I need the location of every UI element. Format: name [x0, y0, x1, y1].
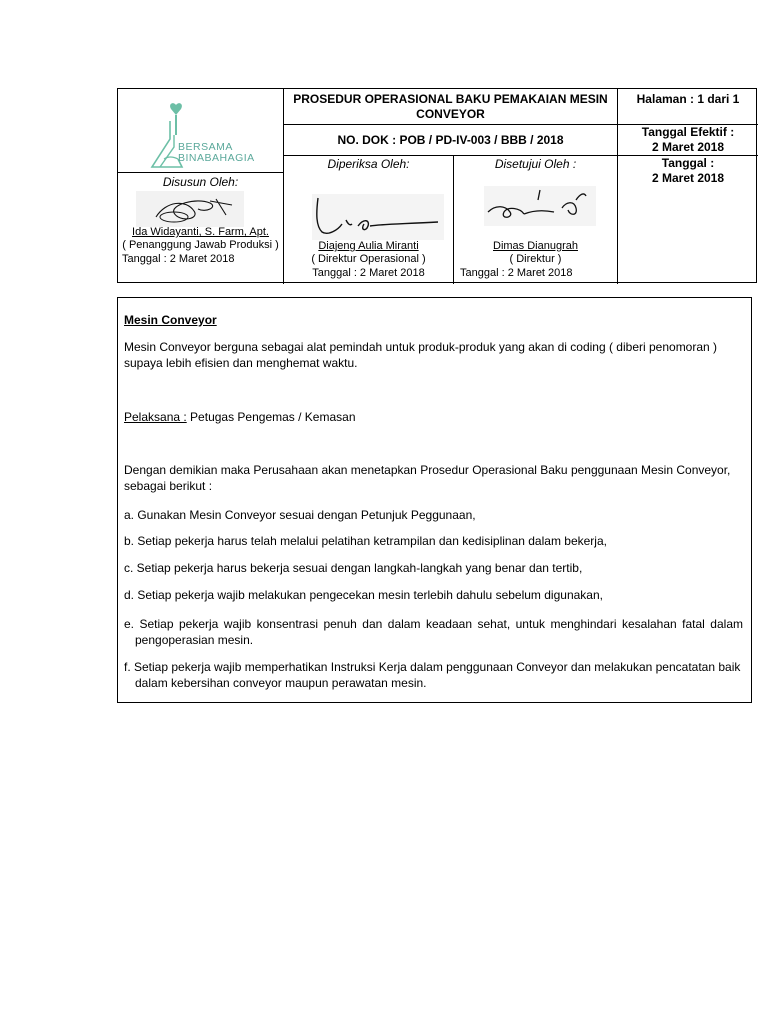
effective-date-value: 2 Maret 2018 — [651, 140, 725, 154]
approved-by-label: Disetujui Oleh : — [494, 157, 577, 171]
list-item-e: e. Setiap pekerja wajib konsentrasi penuh dan dalam keadaan sehat, untuk menghindari kesalahan fatal dalam pengoperasian mesin. — [124, 617, 743, 647]
list-item-b: b. Setiap pekerja harus telah melalui pelatihan ketrampilan dan kedisiplinan dalam bekerja, — [124, 534, 607, 548]
document-title: PROSEDUR OPERASIONAL BAKU PEMAKAIAN MESIN CONVEYOR — [284, 89, 618, 125]
pelaksana-value: Petugas Pengemas / Kemasan — [186, 410, 356, 424]
logo-cell — [118, 89, 284, 173]
section-heading: Mesin Conveyor — [124, 313, 217, 327]
list-item-a: a. Gunakan Mesin Conveyor sesuai dengan Petunjuk Peggunaan, — [124, 508, 476, 522]
prepared-by-cell — [118, 173, 284, 284]
date-value: 2 Maret 2018 — [651, 171, 725, 185]
signature-prepared — [136, 191, 244, 227]
checked-by-label: Diperiksa Oleh: — [327, 157, 410, 171]
approved-by-date: Tanggal : 2 Maret 2018 — [460, 267, 573, 279]
prepared-by-position: ( Penanggung Jawab Produksi ) — [122, 239, 279, 251]
checked-by-name: Diajeng Aulia Miranti — [318, 240, 419, 252]
approved-by-name: Dimas Dianugrah — [493, 240, 578, 252]
checked-by-position: ( Direktur Operasional ) — [311, 253, 426, 265]
effective-date-label: Tanggal Efektif : — [641, 125, 735, 139]
pelaksana-line — [124, 410, 743, 426]
date-cell — [618, 156, 758, 284]
procedure-body — [117, 297, 752, 703]
intro-paragraph: Mesin Conveyor berguna sebagai alat pemindah untuk produk-produk yang akan di coding ( diberi penomoran ) supaya lebih efisien dan menghemat waktu. — [124, 340, 718, 370]
list-item-f: f. Setiap pekerja wajib memperhatikan Instruksi Kerja dalam penggunaan Conveyor dan melakukan pencatatan baik dalam kebersihan conveyor maupun perawatan mesin. — [124, 660, 741, 690]
approved-by-position: ( Direktur ) — [509, 253, 562, 265]
prepared-by-date: Tanggal : 2 Maret 2018 — [122, 253, 235, 265]
statement-paragraph: Dengan demikian maka Perusahaan akan menetapkan Prosedur Operasional Baku penggunaan Mesin Conveyor, sebagai berikut : — [124, 463, 731, 493]
checked-by-date: Tanggal : 2 Maret 2018 — [312, 267, 425, 279]
signature-checked — [312, 194, 444, 240]
list-item-d: d. Setiap pekerja wajib melakukan pengecekan mesin terlebih dahulu sebelum digunakan, — [124, 588, 603, 602]
pelaksana-label: Pelaksana : — [124, 410, 187, 424]
effective-date — [618, 125, 758, 156]
document-number: NO. DOK : POB / PD-IV-003 / BBB / 2018 — [284, 125, 618, 156]
prepared-by-name: Ida Widayanti, S. Farm, Apt. — [132, 226, 269, 238]
approved-by-cell — [454, 156, 618, 284]
logo-text-line2: BINABAHAGIA — [178, 152, 255, 164]
date-label: Tanggal : — [661, 156, 715, 170]
document-header-table — [117, 88, 757, 283]
list-item-c: c. Setiap pekerja harus bekerja sesuai dengan langkah-langkah yang benar dan tertib, — [124, 561, 583, 575]
prepared-by-label: Disusun Oleh: — [162, 175, 239, 189]
checked-by-cell — [284, 156, 454, 284]
logo-text-line1: BERSAMA — [178, 141, 233, 153]
signature-approved — [484, 186, 596, 226]
page-count: Halaman : 1 dari 1 — [618, 89, 758, 125]
